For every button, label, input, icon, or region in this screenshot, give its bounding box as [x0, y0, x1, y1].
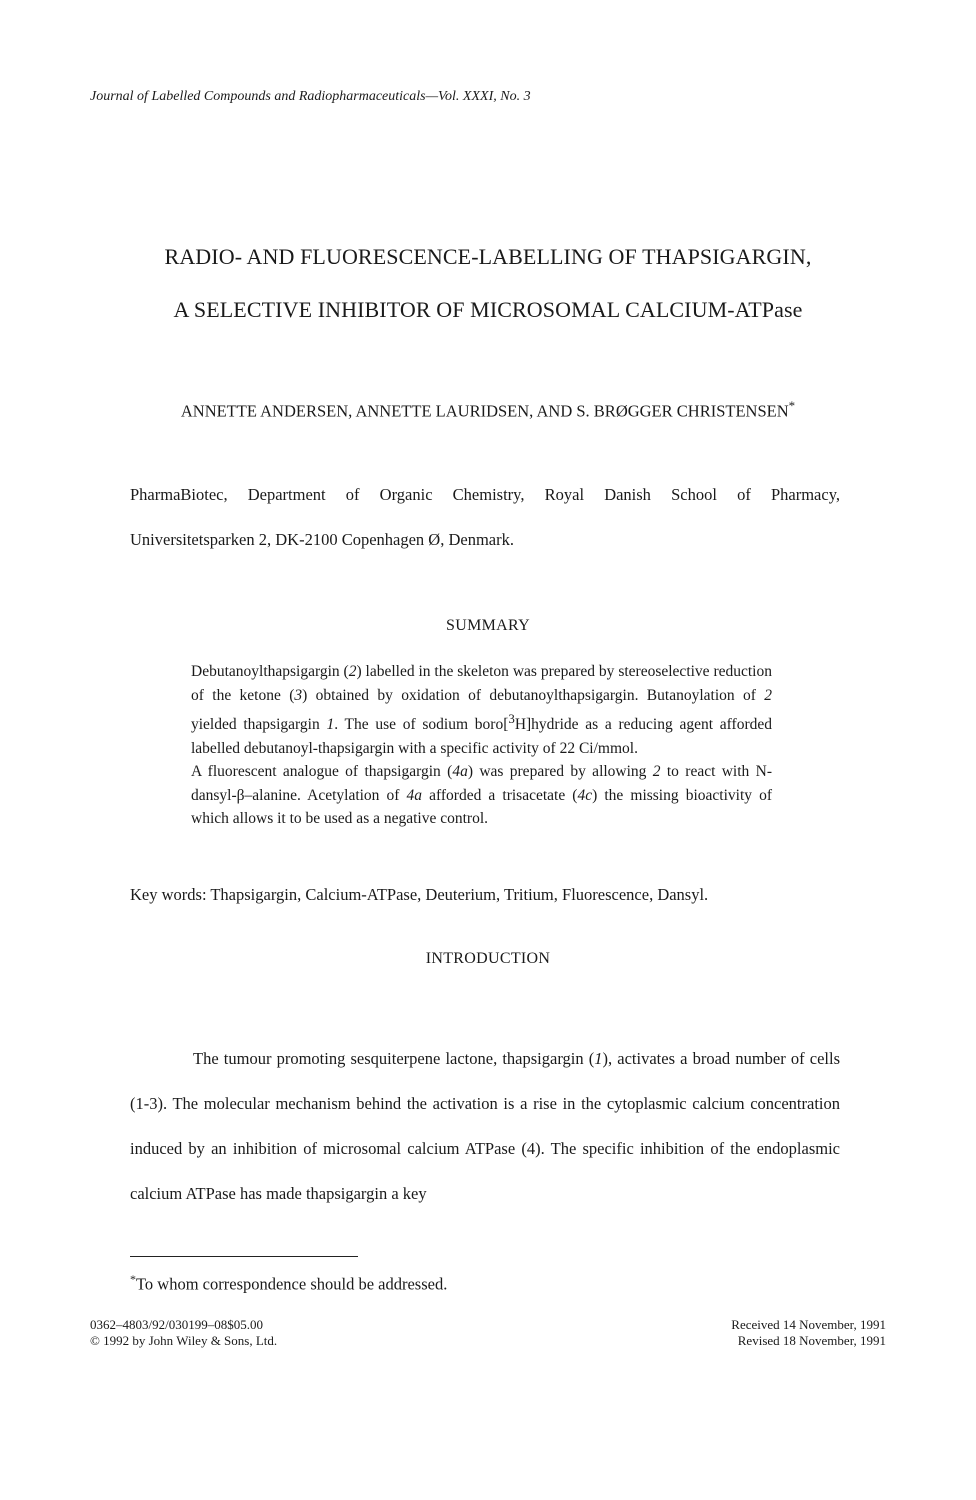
footnote-text: To whom correspondence should be addressed. — [136, 1274, 448, 1294]
title-line-2: A SELECTIVE INHIBITOR OF MICROSOMAL CALCIUM-ATPase — [173, 297, 803, 322]
publication-codes — [90, 1317, 277, 1349]
summary-body — [191, 660, 772, 831]
copyright: © 1992 by John Wiley & Sons, Ltd. — [90, 1333, 278, 1348]
received-dates — [731, 1317, 886, 1349]
article-code: 0362–4803/92/030199–08$05.00 — [90, 1317, 263, 1332]
summary-heading: SUMMARY — [446, 617, 530, 634]
footnote-marker: * — [130, 1272, 136, 1286]
received-date: Received 14 November, 1991 — [731, 1317, 886, 1332]
footnote — [130, 1272, 447, 1295]
footnote-rule — [130, 1256, 358, 1257]
revised-date: Revised 18 November, 1991 — [737, 1333, 886, 1348]
summary-paragraph-1: Debutanoylthapsigargin (2) labelled in the skeleton was prepared by stereoselective reduction of the ketone (3) obtained by oxidation of debutanoylthapsigargin. Butanoylation of 2 yielded thapsigargin 1. The use of sodium boro[$^3$H]hydride as a reducing agent afforded labelled debutanoyl-thapsigargin with a specific activity of 22 Ci/mmol. — [191, 663, 772, 757]
authors — [0, 398, 976, 422]
affiliation-line-1: PharmaBiotec, Department of Organic Chemistry, Royal Danish School of Pharmacy, — [130, 485, 840, 504]
summary-paragraph-2: A fluorescent analogue of thapsigargin (4a) was prepared by allowing 2 to react with N-dansyl-β–alanine. Acetylation of 4a afforded a trisacetate (4c) the missing bioactivity of which allows it to be used as a negative control. — [191, 763, 772, 828]
introduction-paragraph: The tumour promoting sesquiterpene lactone, thapsigargin (1), activates a broad number of cells (1-3). The molecular mechanism behind the activation is a rise in the cytoplasmic calcium concentration induced by an inhibition of microsomal calcium ATPase (4). The specific inhibition of the endoplasmic calcium ATPase has made thapsigargin a key — [130, 1049, 840, 1203]
corresponding-marker: * — [788, 398, 796, 413]
keywords: Key words: Thapsigargin, Calcium-ATPase, Deuterium, Tritium, Fluorescence, Dansyl. — [130, 885, 709, 904]
introduction-heading: INTRODUCTION — [425, 950, 551, 967]
title-line-1: RADIO- AND FLUORESCENCE-LABELLING OF THAPSIGARGIN, — [164, 244, 812, 269]
journal-header: Journal of Labelled Compounds and Radiopharmaceuticals—Vol. XXXI, No. 3 — [90, 89, 531, 104]
author-names: ANNETTE ANDERSEN, ANNETTE LAURIDSEN, AND S. BRØGGER CHRISTENSEN — [180, 401, 789, 421]
affiliation-line-2: Universitetsparken 2, DK-2100 Copenhagen Ø, Denmark. — [130, 530, 514, 549]
